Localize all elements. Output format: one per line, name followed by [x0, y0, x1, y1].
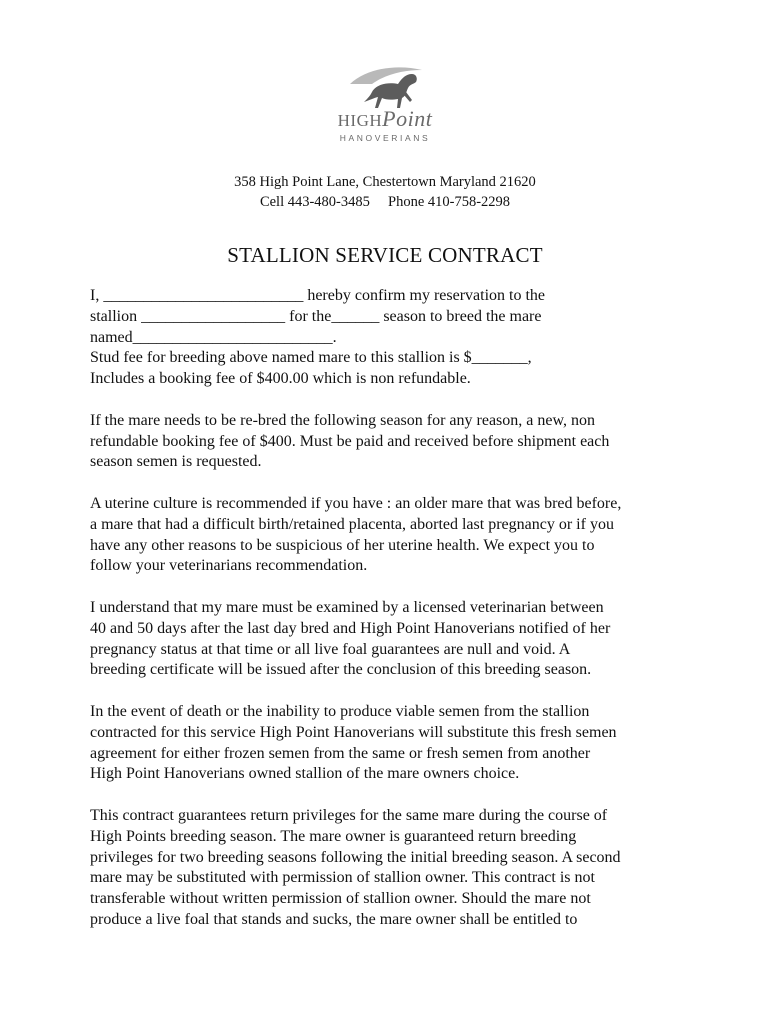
contract-paragraph: [90, 411, 690, 473]
paragraph-line: mare may be substituted with permission of stallion owner. This contract is not: [90, 869, 595, 887]
paragraph-line: In the event of death or the inability to produce viable semen from the stallion: [90, 702, 590, 720]
paragraph-line: High Point Hanoverians owned stallion of the mare owners choice.: [90, 765, 520, 783]
paragraph-line: refundable booking fee of $400. Must be paid and received before shipment each: [90, 432, 610, 450]
paragraph-line: privileges for two breeding seasons following the initial breeding season. A second: [90, 848, 621, 866]
high-point-logo: [320, 60, 450, 150]
logo-word-high: HIGH: [337, 111, 383, 130]
contract-paragraph: [90, 286, 690, 390]
contract-paragraph: [90, 806, 690, 931]
paragraph-line: agreement for either frozen semen from the same or fresh semen from another: [90, 744, 591, 762]
contract-paragraph: [90, 494, 690, 577]
address-line-2: Cell 443-480-3485 Phone 410-758-2298: [259, 194, 511, 210]
logo-wordmark: [320, 106, 450, 132]
logo-subtitle: HANOVERIANS: [339, 133, 431, 143]
paragraph-line: named_________________________.: [90, 328, 337, 346]
contract-paragraph: [90, 702, 690, 785]
paragraph-line: A uterine culture is recommended if you have : an older mare that was bred before,: [90, 494, 622, 512]
address-line-1: 358 High Point Lane, Chestertown Maryland 21620: [234, 174, 536, 190]
logo-word-point: Point: [382, 106, 433, 131]
paragraph-line: I understand that my mare must be examined by a licensed veterinarian between: [90, 598, 604, 616]
page-title: STALLION SERVICE CONTRACT: [227, 243, 543, 267]
paragraph-line: pregnancy status at that time or all live foal guarantees are null and void. A: [90, 640, 571, 658]
horse-icon: [342, 62, 432, 112]
paragraph-line: produce a live foal that stands and sucks, the mare owner shall be entitled to: [90, 910, 578, 928]
paragraph-line: follow your veterinarians recommendation.: [90, 557, 368, 575]
paragraph-line: I, _________________________ hereby confirm my reservation to the: [90, 287, 546, 304]
paragraph-line: 40 and 50 days after the last day bred and High Point Hanoverians notified of her: [90, 619, 611, 637]
paragraph-line: breeding certificate will be issued after the conclusion of this breeding season.: [90, 661, 592, 679]
contract-paragraph: [90, 598, 690, 681]
contract-body: [90, 286, 690, 952]
paragraph-line: stallion __________________ for the______ season to breed the mare: [90, 307, 542, 325]
paragraph-line: transferable without written permission of stallion owner. Should the mare not: [90, 890, 591, 908]
paragraph-line: High Points breeding season. The mare owner is guaranteed return breeding: [90, 827, 577, 845]
paragraph-line: have any other reasons to be suspicious of her uterine health. We expect you to: [90, 536, 595, 554]
paragraph-line: contracted for this service High Point Hanoverians will substitute this fresh semen: [90, 723, 617, 741]
paragraph-line: season semen is requested.: [90, 453, 262, 471]
paragraph-line: This contract guarantees return privileges for the same mare during the course of: [90, 806, 608, 824]
paragraph-line: a mare that had a difficult birth/retained placenta, aborted last pregnancy or if you: [90, 515, 614, 533]
paragraph-line: Stud fee for breeding above named mare to this stallion is $_______,: [90, 349, 532, 367]
paragraph-line: If the mare needs to be re-bred the following season for any reason, a new, non: [90, 411, 595, 429]
paragraph-line: Includes a booking fee of $400.00 which is non refundable.: [90, 370, 471, 388]
